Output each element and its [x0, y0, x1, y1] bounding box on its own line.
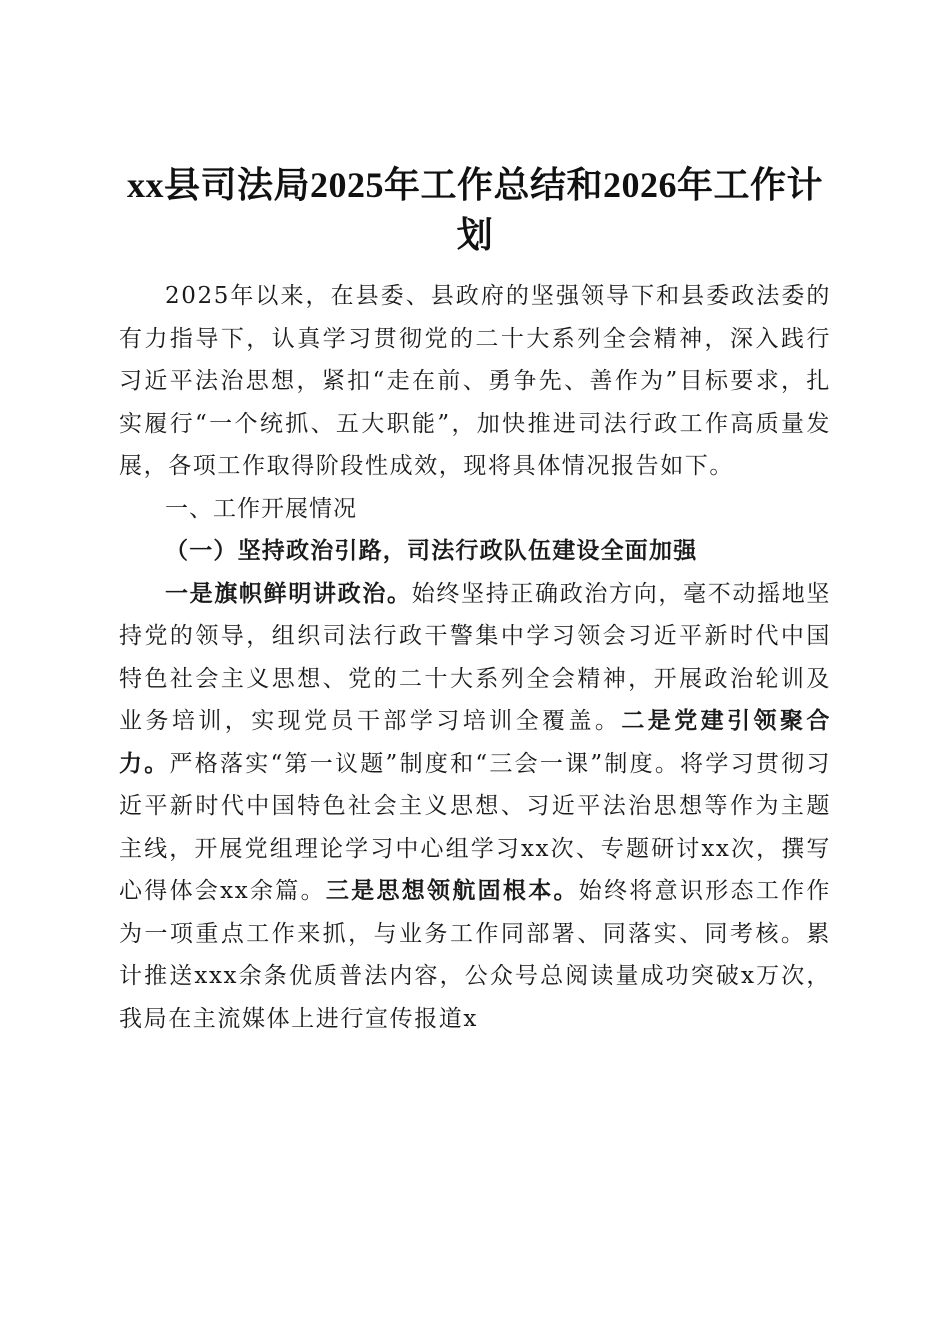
- lead-phrase-3: 三是思想领航固根本。: [325, 877, 579, 904]
- body-paragraph: [119, 573, 831, 1041]
- intro-paragraph: 2025年以来，在县委、县政府的坚强领导下和县委政法委的有力指导下，认真学习贯彻党的二十大系列全会精神，深入践行习近平法治思想，紧扣“走在前、勇争先、善作为”目标要求，扎实履行“一个统抓、五大职能”，加快推进司法行政工作高质量发展，各项工作取得阶段性成效，现将具体情况报告如下。: [119, 283, 831, 479]
- document-body: [119, 275, 831, 1040]
- lead-phrase-2: 二是党建引领聚合力。: [119, 707, 831, 777]
- document-title: xx县司法局2025年工作总结和2026年工作计划: [126, 165, 823, 256]
- paragraph-text-2: 严格落实“第一议题”制度和“三会一课”制度。将学习贯彻习近平新时代中国特色社会主义思想、习近平法治思想等作为主题主线，开展党组理论学习中心组学习xx次、专题研讨xx次，撰写心得体会xx余篇。: [119, 750, 831, 904]
- paragraph-text-3: 始终将意识形态工作作为一项重点工作来抓，与业务工作同部署、同落实、同考核。累计推送xxx余条优质普法内容，公众号总阅读量成功突破x万次，我局在主流媒体上进行宣传报道x: [119, 878, 832, 1032]
- subsection-heading-political-guidance: （一）坚持政治引路，司法行政队伍建设全面加强: [165, 537, 698, 564]
- lead-phrase-1: 一是旗帜鲜明讲政治。: [165, 579, 412, 607]
- section-heading-work-progress: 一、工作开展情况: [165, 495, 357, 522]
- paragraph-text-1: 始终坚持正确政治方向，毫不动摇地坚持党的领导，组织司法行政干警集中学习领会习近平新时代中国特色社会主义思想、党的二十大系列全会精神，开展政治轮训及业务培训，实现党员干部学习培训全覆盖。: [119, 580, 832, 734]
